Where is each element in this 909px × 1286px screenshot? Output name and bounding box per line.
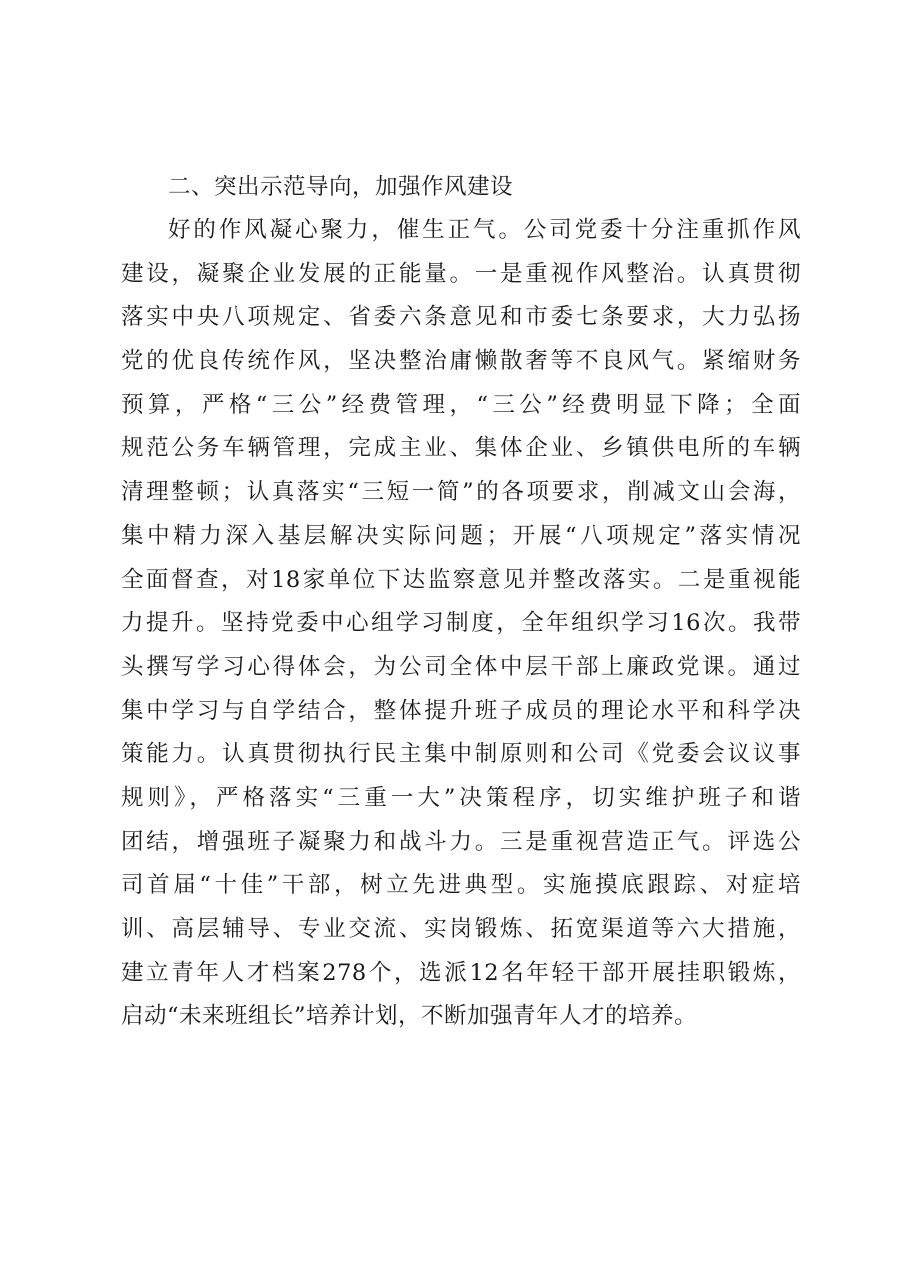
paragraph-line: 清理整顿；认真落实“三短一简”的各项要求，削减文山会海， [121, 479, 801, 506]
paragraph-line: 团结，增强班子凝聚力和战斗力。三是重视营造正气。评选公 [121, 828, 801, 855]
paragraph-line: 司首届“十佳”干部，树立先进典型。实施摸底跟踪、对症培 [121, 872, 801, 899]
body-paragraph [121, 209, 801, 1039]
paragraph-line: 集中学习与自学结合，整体提升班子成员的理论水平和科学决 [121, 697, 801, 724]
paragraph-line: 落实中央八项规定、省委六条意见和市委七条要求，大力弘扬 [121, 304, 801, 331]
document-body [121, 165, 801, 1039]
paragraph-line: 建设，凝聚企业发展的正能量。一是重视作风整治。认真贯彻 [121, 260, 801, 287]
paragraph-line: 集中精力深入基层解决实际问题；开展“八项规定”落实情况 [121, 522, 801, 549]
paragraph-line: 好的作风凝心聚力，催生正气。公司党委十分注重抓作风 [168, 217, 801, 243]
paragraph-line: 力提升。坚持党委中心组学习制度，全年组织学习16次。我带 [121, 610, 801, 637]
paragraph-line: 规则》，严格落实“三重一大”决策程序，切实维护班子和谐 [121, 784, 801, 811]
paragraph-line: 启动“未来班组长”培养计划，不断加强青年人才的培养。 [121, 1003, 698, 1030]
paragraph-line: 规范公务车辆管理，完成主业、集体企业、乡镇供电所的车辆 [121, 435, 801, 462]
paragraph-line: 头撰写学习心得体会，为公司全体中层干部上廉政党课。通过 [121, 653, 801, 680]
paragraph-line: 建立青年人才档案278个，选派12名年轻干部开展挂职锻炼， [121, 959, 801, 986]
paragraph-line: 训、高层辅导、专业交流、实岗锻炼、拓宽渠道等六大措施， [121, 916, 801, 942]
paragraph-line: 党的优良传统作风，坚决整治庸懒散奢等不良风气。紧缩财务 [121, 348, 801, 375]
paragraph-line: 预算，严格“三公”经费管理，“三公”经费明显下降；全面 [121, 391, 801, 418]
paragraph-line: 策能力。认真贯彻执行民主集中制原则和公司《党委会议议事 [121, 741, 801, 768]
section-heading: 二、突出示范导向，加强作风建设 [168, 174, 514, 200]
paragraph-line: 全面督查，对18家单位下达监察意见并整改落实。二是重视能 [121, 566, 801, 593]
